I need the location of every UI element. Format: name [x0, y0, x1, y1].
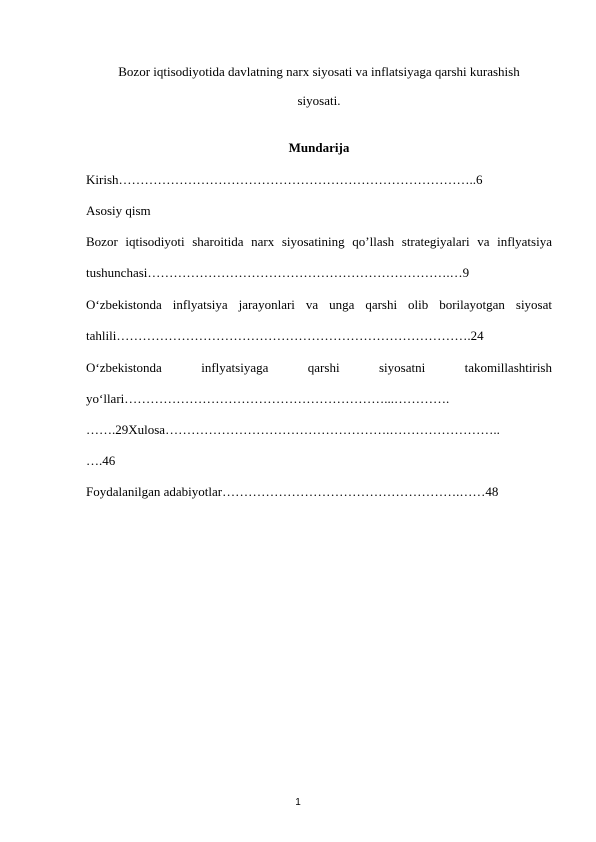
page-number: 1	[295, 797, 301, 808]
toc-entry-narx-siyosati-line-2: tushunchasi…………………………………………………………….…9	[86, 265, 470, 280]
toc-entry-narx-siyosati-line-1: Bozor iqtisodiyoti sharoitida narx siyosatining qo’llash strategiyalari va inflyatsiya	[86, 234, 552, 249]
toc-entry-foydalanilgan-adabiyotlar: Foydalanilgan adabiyotlar……………………………………………….……48	[86, 484, 499, 499]
toc-entry-xulosa-line-2: ….46	[86, 453, 116, 468]
document-title-line-1: Bozor iqtisodiyotida davlatning narx siyosati va inflatsiyaga qarshi kurashish	[118, 64, 520, 79]
toc-entry-xulosa-line-1: …….29Xulosa…………………………………………….……………………..	[86, 422, 500, 437]
toc-entry-inflyatsiya-jarayonlari-line-1: O‘zbekistonda inflyatsiya jarayonlari va unga qarshi olib borilayotgan siyosat	[86, 297, 552, 312]
toc-entry-inflyatsiya-jarayonlari-line-2: tahlili……………………………………………………………………….24	[86, 328, 484, 343]
document-title-line-2: siyosati.	[297, 93, 341, 108]
toc-entry-takomillashtirish-line-1: O‘zbekistonda inflyatsiyaga qarshi siyosatni takomillashtirish	[86, 360, 552, 375]
toc-entry-kirish: Kirish………………………………………………………………………..6	[86, 172, 483, 187]
toc-entry-takomillashtirish-line-2: yo‘llari……………………………………………………...………….	[86, 391, 450, 406]
toc-section-asosiy-qism: Asosiy qism	[86, 203, 151, 218]
contents-heading: Mundarija	[288, 140, 350, 155]
